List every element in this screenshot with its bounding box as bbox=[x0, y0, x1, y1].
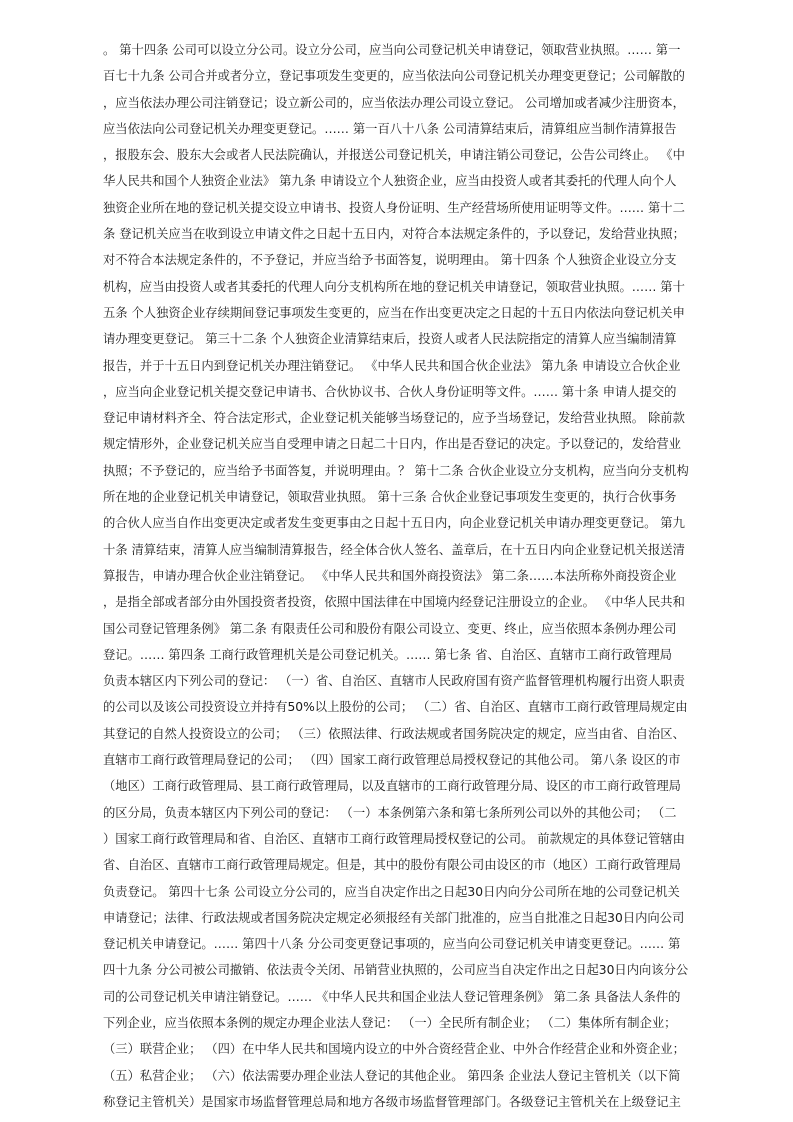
text-line: 请办理变更登记。 第三十二条 个人独资企业清算结束后，投资人或者人民法院指定的清算人应当编制清算 bbox=[103, 332, 677, 347]
text-line: 登记申请材料齐全、符合法定形式，企业登记机关能够当场登记的，应予当场登记，发给营业执照。 除前款 bbox=[103, 411, 685, 426]
text-line: 五条 个人独资企业存续期间登记事项发生变更的，应当在作出变更决定之日起的十五日内依法向登记机关申 bbox=[103, 305, 685, 320]
text-line: 机构，应当由投资人或者其委托的代理人向分支机构所在地的登记机关申请登记，领取营业执照。…… 第十 bbox=[103, 279, 685, 294]
text-line: ，是指全部或者部分由外国投资者投资，依照中国法律在中国境内经登记注册设立的企业。 《中华人民共和 bbox=[103, 595, 685, 610]
text-line: 登记机关申请登记。…… 第四十八条 分公司变更登记事项的，应当向公司登记机关申请变更登记。…… 第 bbox=[103, 937, 681, 952]
text-line: 司的公司登记机关申请注销登记。…… 《中华人民共和国企业法人登记管理条例》 第二条 具备法人条件的 bbox=[103, 989, 681, 1004]
text-line: 下列企业，应当依照本条例的规定办理企业法人登记： （一）全民所有制企业； （二）集体所有制企业； bbox=[103, 1015, 677, 1030]
text-line: 独资企业所在地的登记机关提交设立申请书、投资人身份证明、生产经营场所使用证明等文件。…… 第十二 bbox=[103, 200, 685, 215]
text-line: ）国家工商行政管理局和省、自治区、直辖市工商行政管理局授权登记的公司。 前款规定的具体登记管辖由 bbox=[103, 831, 685, 846]
text-line: 华人民共和国个人独资企业法》 第九条 申请设立个人独资企业，应当由投资人或者其委托的代理人向个人 bbox=[103, 174, 677, 189]
text-line: ，应当依法办理公司注销登记；设立新公司的，应当依法办理公司设立登记。 公司增加或者减少注册资本， bbox=[103, 95, 685, 110]
text-line: 的合伙人应当自作出变更决定或者发生变更事由之日起十五日内，向企业登记机关申请办理变更登记。 第九 bbox=[103, 516, 685, 531]
text-line: 所在地的企业登记机关申请登记，领取营业执照。 第十三条 合伙企业登记事项发生变更的，执行合伙事务 bbox=[103, 490, 677, 505]
text-line: 称登记主管机关）是国家市场监督管理总局和地方各级市场监督管理部门。各级登记主管机关在上级登记主 bbox=[103, 1094, 681, 1109]
text-line: 其登记的自然人投资设立的公司； （三）依照法律、行政法规或者国务院决定的规定，应当由省、自治区、 bbox=[103, 726, 685, 741]
text-line: 十条 清算结束，清算人应当编制清算报告，经全体合伙人签名、盖章后，在十五日内向企业登记机关报送清 bbox=[103, 542, 685, 557]
text-line: 算报告，申请办理合伙企业注销登记。 《中华人民共和国外商投资法》 第二条……本法所称外商投资企业 bbox=[103, 568, 677, 583]
document-body bbox=[103, 37, 691, 1115]
text-line: 应当依法向公司登记机关办理变更登记。…… 第一百八十八条 公司清算结束后，清算组应当制作清算报告 bbox=[103, 121, 677, 136]
text-line: 直辖市工商行政管理局登记的公司； （四）国家工商行政管理总局授权登记的其他公司。 第八条 设区的市 bbox=[103, 753, 681, 768]
text-line: 条 登记机关应当在收到设立申请文件之日起十五日内，对符合本法规定条件的，予以登记，发给营业执照； bbox=[103, 227, 685, 242]
text-line: 国公司登记管理条例》 第二条 有限责任公司和股份有限公司设立、变更、终止，应当依照本条例办理公司 bbox=[103, 621, 677, 636]
text-line: （地区）工商行政管理局、县工商行政管理局，以及直辖市的工商行政管理分局、设区的市工商行政管理局 bbox=[103, 779, 681, 794]
text-line: （三）联营企业； （四）在中华人民共和国境内设立的中外合资经营企业、中外合作经营企业和外资企业； bbox=[103, 1042, 685, 1057]
text-line: 执照；不予登记的，应当给予书面答复，并说明理由。？ 第十二条 合伙企业设立分支机构，应当向分支机构 bbox=[103, 463, 689, 478]
text-line: 的区分局，负责本辖区内下列公司的登记： （一）本条例第六条和第七条所列公司以外的其他公司； （二 bbox=[103, 805, 677, 820]
text-line: 。 第十四条 公司可以设立分公司。设立分公司，应当向公司登记机关申请登记，领取营业执照。…… 第一 bbox=[103, 43, 681, 57]
text-line: （五）私营企业； （六）依法需要办理企业法人登记的其他企业。 第四条 企业法人登记主管机关（以下简 bbox=[103, 1068, 681, 1083]
text-line: 负责登记。 第四十七条 公司设立分公司的，应当自决定作出之日起30日内向分公司所在地的公司登记机关 bbox=[103, 884, 680, 899]
text-line: ，报股东会、股东大会或者人民法院确认，并报送公司登记机关，申请注销公司登记，公告公司终止。 《中 bbox=[103, 148, 685, 163]
text-line: 的公司以及该公司投资设立并持有50%以上股份的公司； （二）省、自治区、直辖市工商行政管理局规定由 bbox=[103, 700, 688, 715]
text-line: 百七十九条 公司合并或者分立，登记事项发生变更的，应当依法向公司登记机关办理变更登记；公司解散的 bbox=[103, 69, 685, 84]
text-line: 对不符合本法规定条件的，不予登记，并应当给予书面答复，说明理由。 第十四条 个人独资企业设立分支 bbox=[103, 253, 677, 268]
text-line: ，应当向企业登记机关提交登记申请书、合伙协议书、合伙人身份证明等文件。…… 第十条 申请人提交的 bbox=[103, 384, 677, 399]
text-line: 四十九条 分公司被公司撤销、依法责令关闭、吊销营业执照的，公司应当自决定作出之日起30日内向该分公 bbox=[103, 963, 689, 978]
text-line: 省、自治区、直辖市工商行政管理局规定。但是，其中的股份有限公司由设区的市（地区）工商行政管理局 bbox=[103, 858, 681, 873]
text-line: 规定情形外，企业登记机关应当自受理申请之日起二十日内，作出是否登记的决定。予以登记的，发给营业 bbox=[103, 437, 681, 452]
text-line: 登记。…… 第四条 工商行政管理机关是公司登记机关。…… 第七条 省、自治区、直辖市工商行政管理局 bbox=[103, 647, 672, 662]
text-line: 负责本辖区内下列公司的登记： （一）省、自治区、直辖市人民政府国有资产监督管理机构履行出资人职责 bbox=[103, 674, 685, 689]
text-line: 报告，并于十五日内到登记机关办理注销登记。 《中华人民共和国合伙企业法》 第九条 申请设立合伙企业 bbox=[103, 358, 681, 373]
text-line: 申请登记；法律、行政法规或者国务院决定规定必须报经有关部门批准的，应当自批准之日起30日内向公司 bbox=[103, 910, 685, 925]
